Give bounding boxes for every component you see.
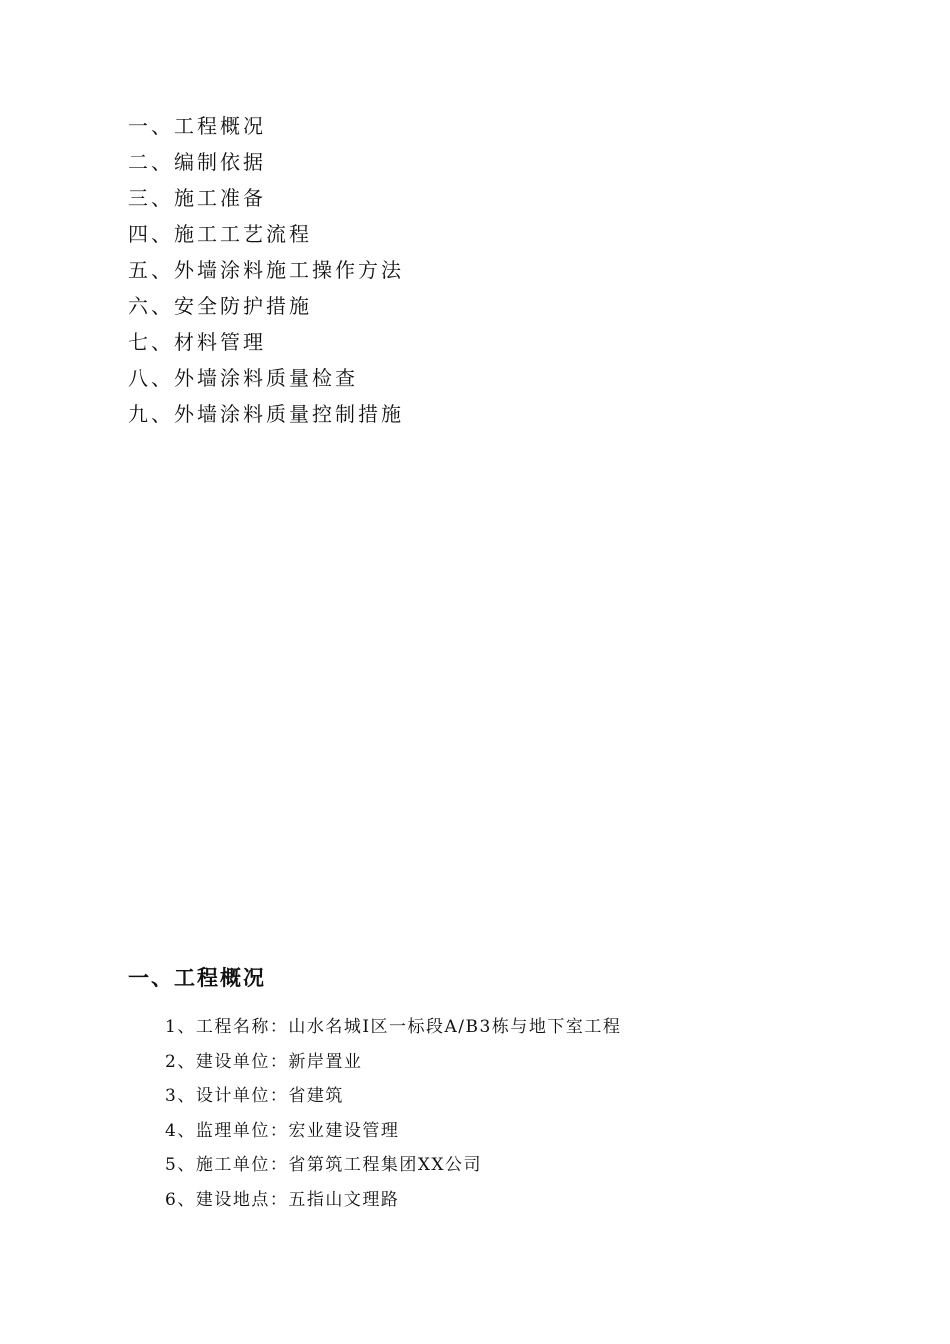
toc-item: 七、材料管理 <box>128 330 266 354</box>
toc-item: 四、施工工艺流程 <box>128 222 312 246</box>
toc-item: 八、外墙涂料质量检查 <box>128 366 358 390</box>
location-item: 6、建设地点：五指山文理路 <box>165 1189 400 1210</box>
toc-item: 六、安全防护措施 <box>128 294 312 318</box>
project-name-item: 1、工程名称：山水名城Ⅰ区一标段A/B3栋与地下室工程 <box>165 1017 622 1037</box>
toc-item: 三、施工准备 <box>128 186 266 210</box>
supervisor-item: 4、监理单位：宏业建设管理 <box>165 1120 400 1141</box>
contractor-item: 5、施工单位：省第筑工程集团XX公司 <box>165 1155 483 1175</box>
section-heading: 一、工程概况 <box>128 966 266 990</box>
designer-item: 3、设计单位：省建筑 <box>165 1086 344 1106</box>
toc-item: 一、工程概况 <box>128 114 266 138</box>
toc-item: 二、编制依据 <box>128 150 266 174</box>
owner-item: 2、建设单位：新岸置业 <box>165 1051 363 1072</box>
table-of-contents <box>128 108 404 432</box>
project-info-list <box>165 1010 621 1217</box>
toc-item: 五、外墙涂料施工操作方法 <box>128 258 404 282</box>
toc-item: 九、外墙涂料质量控制措施 <box>128 402 404 426</box>
